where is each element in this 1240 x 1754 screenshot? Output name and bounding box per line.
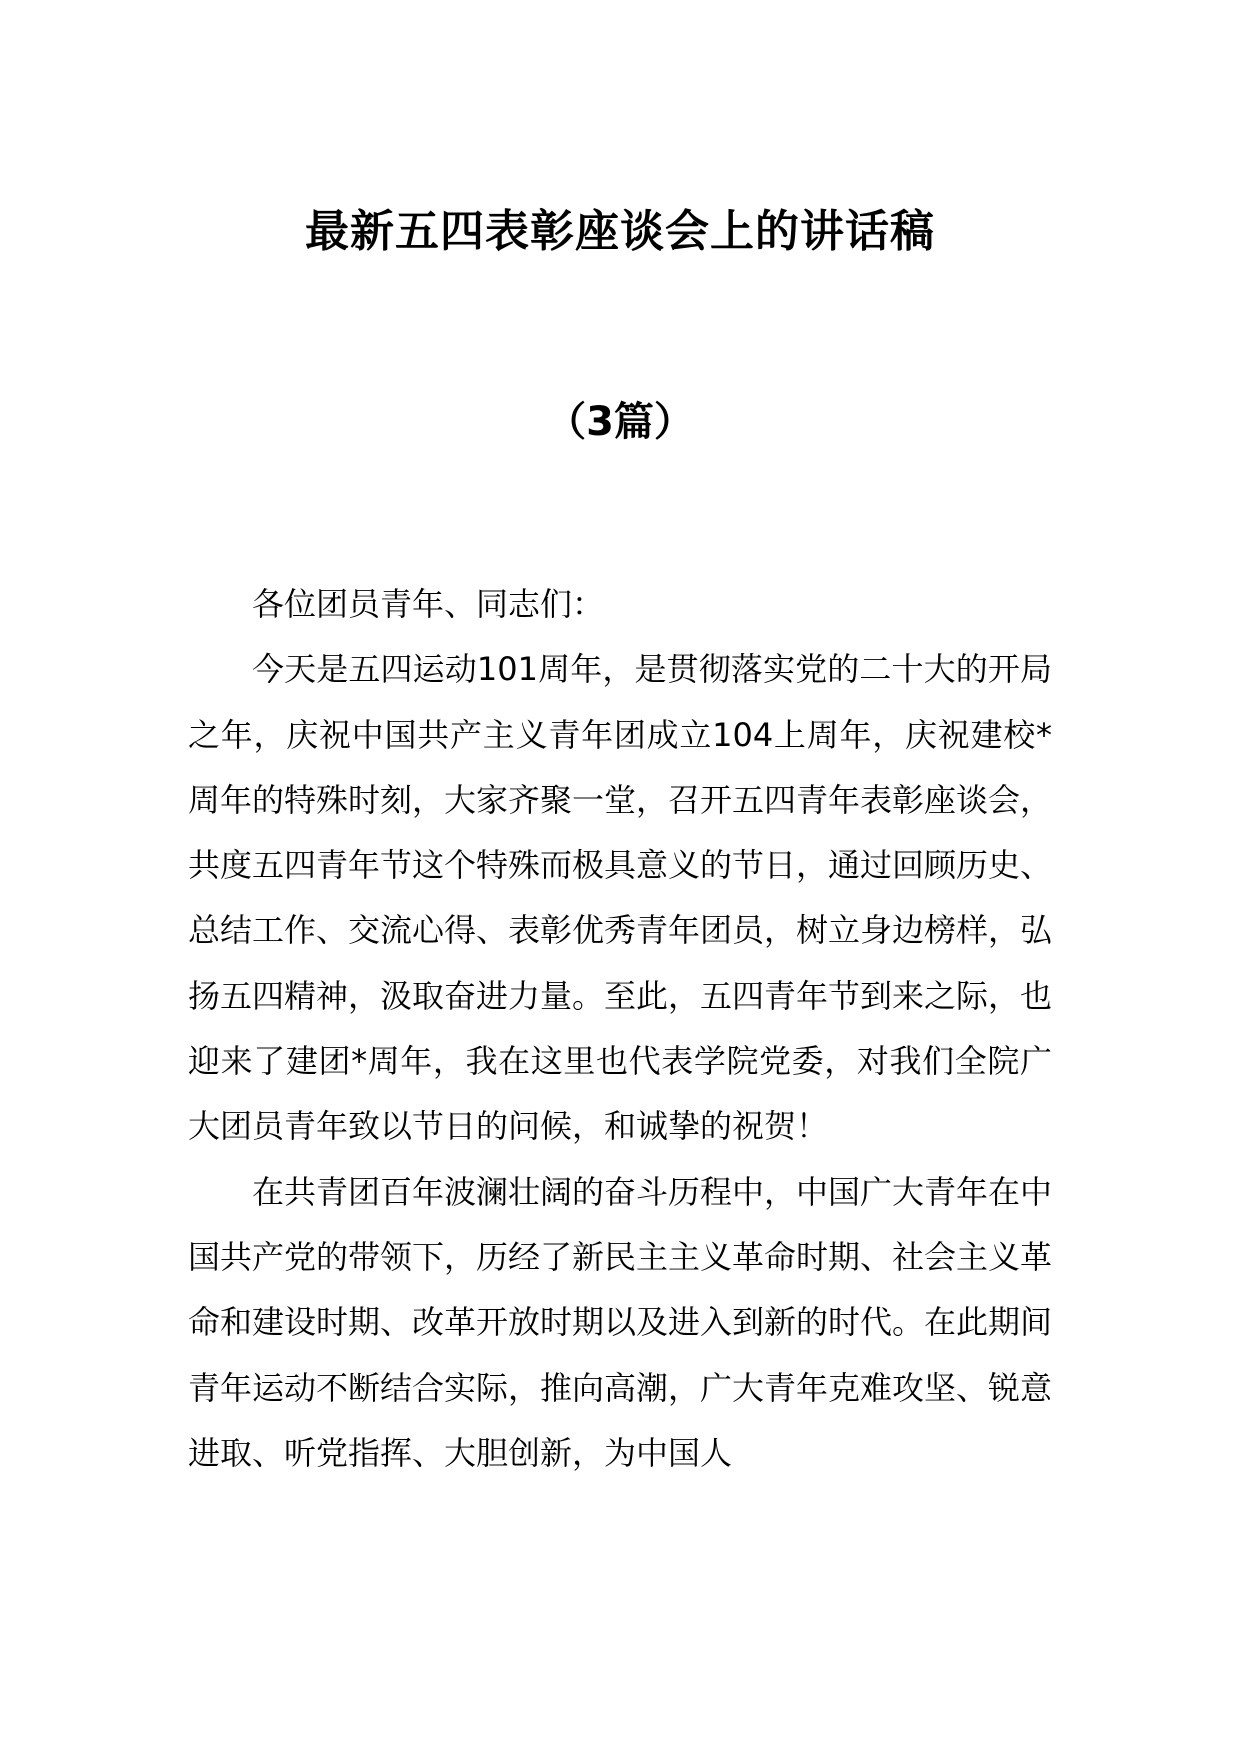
body-paragraph: 今天是五四运动101周年，是贯彻落实党的二十大的开局之年，庆祝中国共产主义青年团成立104上周年，庆祝建校*周年的特殊时刻，大家齐聚一堂，召开五四青年表彰座谈会，共度五四青年节这个特殊而极具意义的节日，通过回顾历史、总结工作、交流心得、表彰优秀青年团员，树立身边榜样，弘扬五四精神，汲取奋进力量。至此，五四青年节到来之际，也迎来了建团*周年，我在这里也代表学院党委，对我们全院广大团员青年致以节日的问候，和诚挚的祝贺！ bbox=[188, 650, 1053, 1146]
document-body bbox=[188, 572, 1052, 1486]
body-paragraph: 在共青团百年波澜壮阔的奋斗历程中，中国广大青年在中国共产党的带领下，历经了新民主主义革命时期、社会主义革命和建设时期、改革开放时期以及进入到新的时代。在此期间青年运动不断结合实际，推向高潮，广大青年克难攻坚、锐意进取、听党指挥、大胆创新，为中国人 bbox=[188, 1172, 1053, 1472]
document-title: 最新五四表彰座谈会上的讲话稿 bbox=[305, 206, 935, 257]
greeting-paragraph: 各位团员青年、同志们： bbox=[252, 585, 605, 623]
document-subtitle: （3篇） bbox=[546, 399, 694, 445]
